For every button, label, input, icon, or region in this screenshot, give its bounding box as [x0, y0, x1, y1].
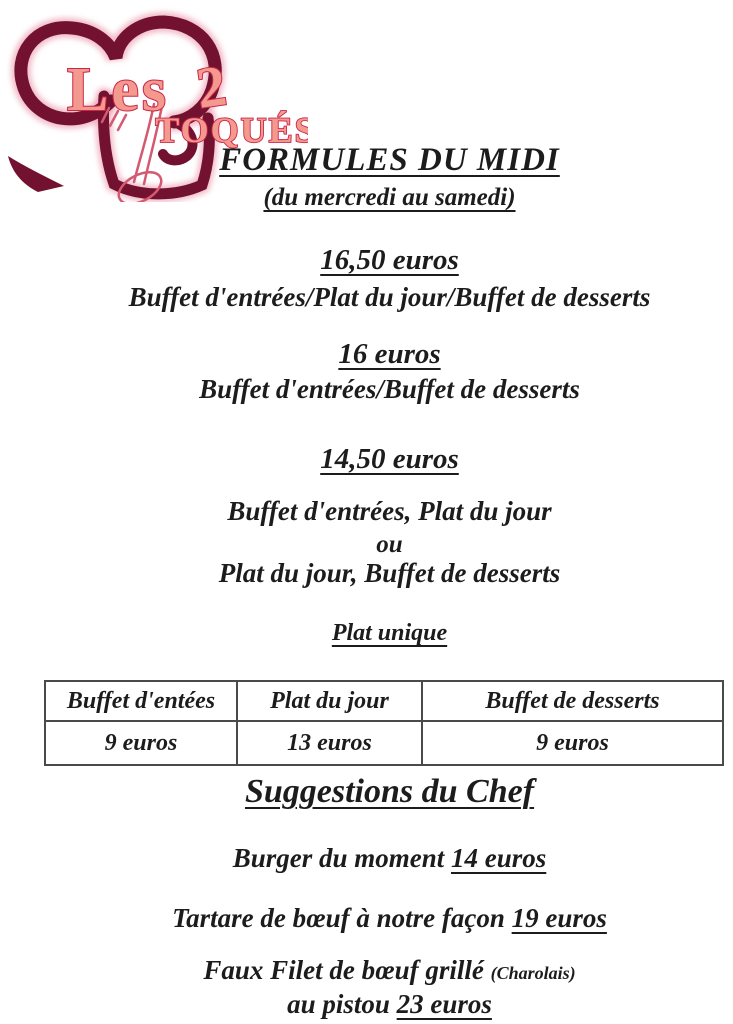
suggestion-item-faux-filet-line2: au pistou 23 euros — [287, 989, 492, 1019]
suggestion-item-burger: Burger du moment 14 euros — [232, 843, 547, 873]
plat-unique-table — [44, 680, 724, 766]
suggestions-title: Suggestions du Chef — [244, 773, 535, 810]
formula-2-description: Buffet d'entrées/Buffet de desserts — [199, 374, 580, 404]
table-header-plat-du-jour: Plat du jour — [237, 681, 422, 721]
formula-3-option-1: Buffet d'entrées, Plat du jour — [227, 496, 552, 526]
logo-word-les: Les — [67, 56, 169, 124]
table-header-buffet-entrees: Buffet d'entées — [45, 681, 237, 721]
table-price-buffet-entrees: 9 euros — [45, 721, 237, 765]
formula-3-or-separator: ou — [376, 531, 403, 558]
formula-3-price: 14,50 euros — [320, 443, 459, 475]
faux-filet-breed-note: (Charolais) — [490, 963, 576, 983]
table-price-plat-du-jour: 13 euros — [237, 721, 422, 765]
formula-1-description: Buffet d'entrées/Plat du jour/Buffet de desserts — [128, 282, 651, 312]
formula-3-option-2: Plat du jour, Buffet de desserts — [218, 558, 561, 588]
table-header-buffet-desserts: Buffet de desserts — [422, 681, 723, 721]
page-title: FORMULES DU MIDI — [219, 142, 560, 178]
table-price-row — [45, 721, 723, 765]
suggestion-item-tartare: Tartare de bœuf à notre façon 19 euros — [172, 903, 607, 933]
logo-number-2: 2 — [192, 52, 231, 121]
logo-word-toques: TOQUÉS — [155, 110, 308, 150]
plat-unique-title: Plat unique — [331, 620, 448, 646]
table-price-buffet-desserts: 9 euros — [422, 721, 723, 765]
formula-1-price: 16,50 euros — [320, 244, 459, 276]
formula-2-price: 16 euros — [338, 338, 441, 370]
suggestion-item-faux-filet: Faux Filet de bœuf grillé (Charolais) — [203, 955, 576, 985]
table-header-row — [45, 681, 723, 721]
page-subtitle: (du mercredi au samedi) — [263, 184, 516, 211]
